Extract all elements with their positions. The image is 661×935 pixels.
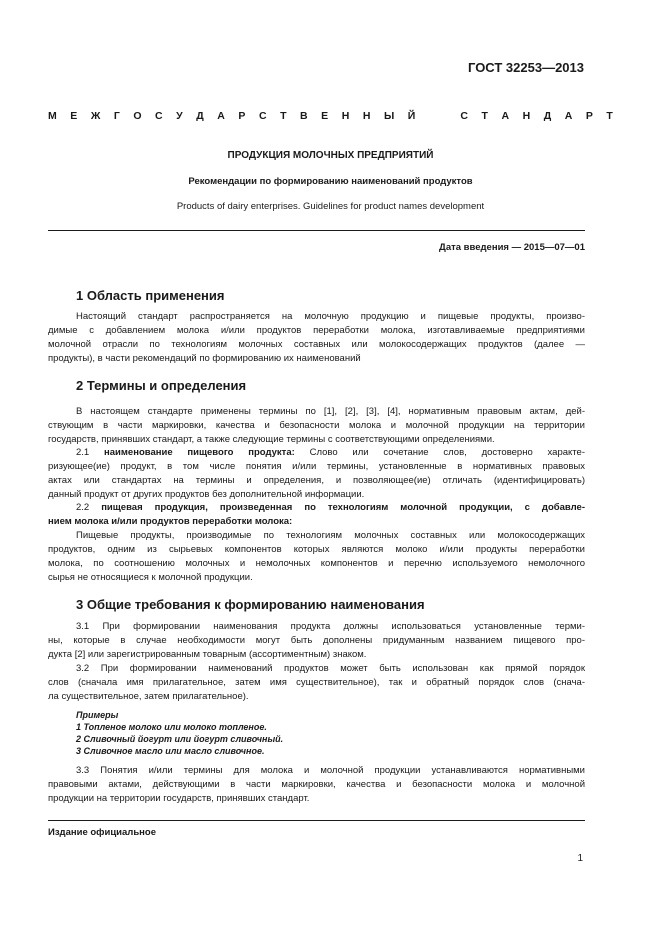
standard-type-letter: Н xyxy=(522,110,531,122)
footer-divider xyxy=(48,820,585,821)
term-2-2-number: 2.2 xyxy=(76,502,102,513)
section-1-heading: 1 Область применения xyxy=(76,288,225,303)
word-gap xyxy=(429,110,447,122)
standard-type-letter: А xyxy=(564,110,573,122)
standard-code: ГОСТ 32253—2013 xyxy=(468,60,584,75)
standard-type-letter: О xyxy=(133,110,142,122)
p-3-3-line: правовыми актами, действующими в части маркировки, качества и безопасности молока и молочной xyxy=(48,779,585,790)
page-number: 1 xyxy=(577,853,583,864)
s2-intro-line: В настоящем стандарте применены термины по [1], [2], [3], [4], нормативным правовым актам, дей- xyxy=(76,406,585,417)
standard-type-letter: Н xyxy=(362,110,371,122)
term-2-2-definition-line: сырья не относящиеся к молочной продукции. xyxy=(48,572,253,583)
s1-line: молочной отрасли по технологиям молочных составных или молокосодержащих продуктов (далее — xyxy=(48,339,585,350)
example-item: 2 Сливочный йогурт или йогурт сливочный. xyxy=(76,734,284,744)
s1-line: продукты), в части рекомендаций по формированию их наименований xyxy=(48,353,361,364)
term-2-2-definition-line: молока, по соотношению молочных и немолочных компонентов и перечню используемого немолочного xyxy=(48,558,585,569)
standard-type-letter: С xyxy=(460,110,468,122)
standard-type-letter: В xyxy=(300,110,308,122)
s2-intro-line: государств, принявших стандарт, а также следующие термины с соответствующими определениями. xyxy=(48,434,495,445)
term-2-1-first-line xyxy=(76,446,585,459)
standard-type-heading xyxy=(48,110,613,122)
standard-type-letter: У xyxy=(176,110,183,122)
term-2-2-definition-line: Пищевые продукты, производимые по технологиям молочных составных или молокосодержащих xyxy=(76,530,585,541)
s1-line: Настоящий стандарт распространяется на молочную продукцию и пищевые продукты, произво- xyxy=(76,311,585,322)
p-3-2-line: 3.2 При формировании наименований продуктов может быть использован как прямой порядок xyxy=(76,663,585,674)
standard-type-letter: Ы xyxy=(383,110,395,122)
section-3-heading: 3 Общие требования к формированию наименования xyxy=(76,597,425,612)
standard-type-letter: Р xyxy=(238,110,246,122)
example-item: 1 Топленое молоко или молоко топленое. xyxy=(76,722,267,732)
term-2-1-number: 2.1 xyxy=(76,447,105,458)
standard-type-letter: Т xyxy=(481,110,488,122)
standard-type-letter: С xyxy=(155,110,163,122)
introduction-date: Дата введения — 2015—07—01 xyxy=(439,242,585,253)
term-2-1-line: данный продукт от других продуктов без дополнительной информации. xyxy=(48,489,365,500)
english-title: Products of dairy enterprises. Guidelines for product names development xyxy=(176,201,485,212)
example-item: 3 Сливочное масло или масло сливочное. xyxy=(76,746,265,756)
s1-line: димые с добавлением молока и/или продуктов переработки молока, изготавливаемые предприятиями xyxy=(48,325,585,336)
p-3-3-line: продукции на территории государств, принявших стандарт. xyxy=(48,793,310,804)
section-2-heading: 2 Термины и определения xyxy=(76,378,247,393)
standard-type-letter: Т xyxy=(280,110,287,122)
term-2-2-term: пищевая продукция, произведенная по технологиям молочной продукции, с добавле- xyxy=(101,502,585,513)
s2-intro-line: ствующим в части маркировки, качества и безопасности молока и молочной продукции на территории xyxy=(48,420,585,431)
term-2-1-line: ризующее(ие) продукт, в том числе понятия и/или термины, установленные в нормативных правовых xyxy=(48,461,585,472)
standard-type-letter: А xyxy=(217,110,225,122)
p-3-1-line: ны, которые в случае необходимости могут быть дополнены придуманным названием пищевого про- xyxy=(48,635,585,646)
p-3-3-line: 3.3 Понятия и/или термины для молока и молочной продукции устанавливаются нормативными xyxy=(76,765,585,776)
standard-type-letter: Д xyxy=(196,110,204,122)
standard-type-letter: Р xyxy=(585,110,593,122)
examples-label: Примеры xyxy=(76,710,119,720)
term-2-2-term-cont: нием молока и/или продуктов переработки молока: xyxy=(48,516,293,527)
p-3-2-line: ла существительное, затем прилагательное). xyxy=(48,691,249,702)
p-3-1-line: 3.1 При формировании наименования продукта должны использоваться установленные терми- xyxy=(76,621,585,632)
standard-type-letter: Т xyxy=(606,110,613,122)
p-3-1-line: дукта [2] или зарегистрированным товарным (ассортиментным) знаком. xyxy=(48,649,367,660)
standard-type-letter: А xyxy=(501,110,510,122)
standard-type-letter: Й xyxy=(407,110,416,122)
term-2-1-term: наименование пищевого продукта: xyxy=(104,447,295,458)
standard-type-letter: С xyxy=(258,110,267,122)
term-2-1-definition-start: Слово или сочетание слов, достоверно характе- xyxy=(294,447,585,458)
document-title: ПРОДУКЦИЯ МОЛОЧНЫХ ПРЕДПРИЯТИЙ xyxy=(227,150,434,161)
term-2-2-definition-line: продуктов, одним из сырьевых компонентов которых являются молоко и/или продукты переработки xyxy=(48,544,585,555)
standard-type-letter: Е xyxy=(70,110,78,122)
standard-type-letter: М xyxy=(48,110,57,122)
document-subtitle: Рекомендации по формированию наименований продуктов xyxy=(188,176,473,187)
standard-type-letter: Е xyxy=(321,110,329,122)
term-2-1-line: актах или стандартах на термины и определения, и позволяющее(ие) отличать (идентифицировать) xyxy=(48,475,585,486)
standard-type-letter: Г xyxy=(113,110,120,122)
standard-type-letter: Ж xyxy=(90,110,101,122)
term-2-2-first-line xyxy=(76,501,585,514)
standard-type-letter: Н xyxy=(341,110,350,122)
p-3-2-line: слов (сначала имя прилагательное, затем имя существительное), так и обратный порядок слов (снача- xyxy=(48,677,585,688)
header-divider xyxy=(48,230,585,231)
official-edition-label: Издание официальное xyxy=(48,827,156,838)
standard-type-letter: Д xyxy=(543,110,552,122)
